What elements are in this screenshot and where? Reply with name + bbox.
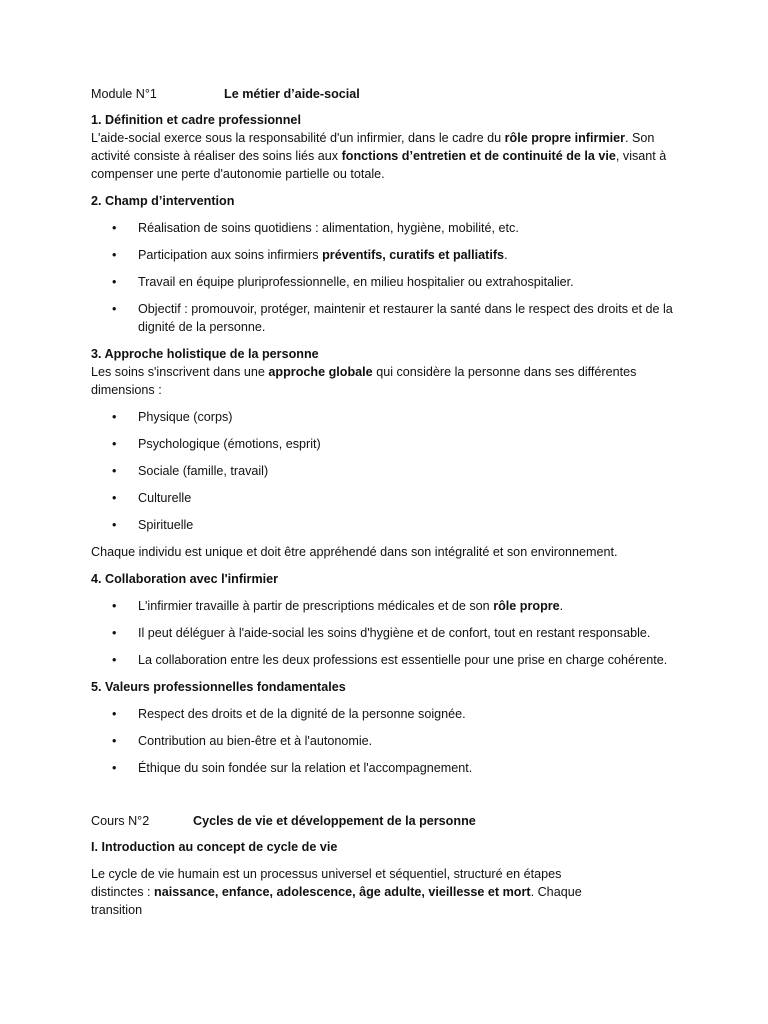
section-2 bbox=[91, 192, 681, 336]
section-3-list bbox=[91, 408, 681, 534]
module-label: Module N°1 bbox=[91, 87, 157, 101]
list-item: • Spirituelle bbox=[112, 518, 194, 532]
cours-label: Cours N°2 bbox=[91, 814, 150, 828]
section-2-heading: 2. Champ d’intervention bbox=[91, 194, 235, 208]
section-3-intro: Les soins s'inscrivent dans une approche globale qui considère la personne dans ses différentes dimensions : bbox=[91, 365, 637, 397]
section-4-heading: 4. Collaboration avec l'infirmier bbox=[91, 572, 279, 586]
list-item: • Objectif : promouvoir, protéger, maintenir et restaurer la santé dans le respect des droits et de la dignité de la personne. bbox=[112, 302, 673, 334]
document-page bbox=[91, 85, 681, 919]
list-item: • Respect des droits et de la dignité de la personne soignée. bbox=[112, 707, 466, 721]
section-1 bbox=[91, 111, 681, 183]
section-4-list bbox=[91, 597, 681, 669]
section-5-heading: 5. Valeurs professionnelles fondamentales bbox=[91, 680, 346, 694]
section-3 bbox=[91, 345, 681, 561]
list-item: • Culturelle bbox=[112, 491, 192, 505]
section-1-paragraph: L'aide-social exerce sous la responsabilité d'un infirmier, dans le cadre du rôle propre infirmier. Son activité consiste à réaliser des soins liés aux fonctions d’entretien et de continuité de la vie, visant à compenser une perte d'autonomie partielle ou totale. bbox=[91, 131, 667, 181]
list-item: • Réalisation de soins quotidiens : alimentation, hygiène, mobilité, etc. bbox=[112, 221, 519, 235]
section-2-list bbox=[91, 219, 681, 336]
list-item: • Éthique du soin fondée sur la relation et l'accompagnement. bbox=[112, 761, 473, 775]
cours-section-1 bbox=[91, 838, 681, 919]
cours-section-1-paragraph: Le cycle de vie humain est un processus universel et séquentiel, structuré en étapes distinctes : naissance, enfance, adolescence, âge adulte, vieillesse et mort. Chaque transition bbox=[91, 867, 582, 917]
list-item: • Sociale (famille, travail) bbox=[112, 464, 269, 478]
list-item: • Contribution au bien-être et à l'autonomie. bbox=[112, 734, 373, 748]
cours-title: Cycles de vie et développement de la personne bbox=[193, 814, 476, 828]
section-1-heading: 1. Définition et cadre professionnel bbox=[91, 113, 301, 127]
list-item: • Travail en équipe pluriprofessionnelle, en milieu hospitalier ou extrahospitalier. bbox=[112, 275, 574, 289]
module-title: Le métier d’aide-social bbox=[224, 87, 360, 101]
section-3-closing: Chaque individu est unique et doit être appréhendé dans son intégralité et son environnement. bbox=[91, 545, 618, 559]
list-item: • Physique (corps) bbox=[112, 410, 233, 424]
section-4 bbox=[91, 570, 681, 669]
list-item: • Psychologique (émotions, esprit) bbox=[112, 437, 321, 451]
section-5-list bbox=[91, 705, 681, 777]
list-item: • Il peut déléguer à l'aide-social les soins d'hygiène et de confort, tout en restant responsable. bbox=[112, 626, 651, 640]
section-3-heading: 3. Approche holistique de la personne bbox=[91, 347, 319, 361]
list-item: • La collaboration entre les deux professions est essentielle pour une prise en charge cohérente. bbox=[112, 653, 668, 667]
cours-section-1-heading: I. Introduction au concept de cycle de vie bbox=[91, 840, 338, 854]
list-item: • Participation aux soins infirmiers préventifs, curatifs et palliatifs. bbox=[112, 248, 508, 262]
section-spacer bbox=[91, 786, 681, 812]
module-title-line bbox=[91, 85, 681, 103]
section-5 bbox=[91, 678, 681, 777]
cours-title-line bbox=[91, 812, 681, 830]
list-item: • L'infirmier travaille à partir de prescriptions médicales et de son rôle propre. bbox=[112, 599, 564, 613]
